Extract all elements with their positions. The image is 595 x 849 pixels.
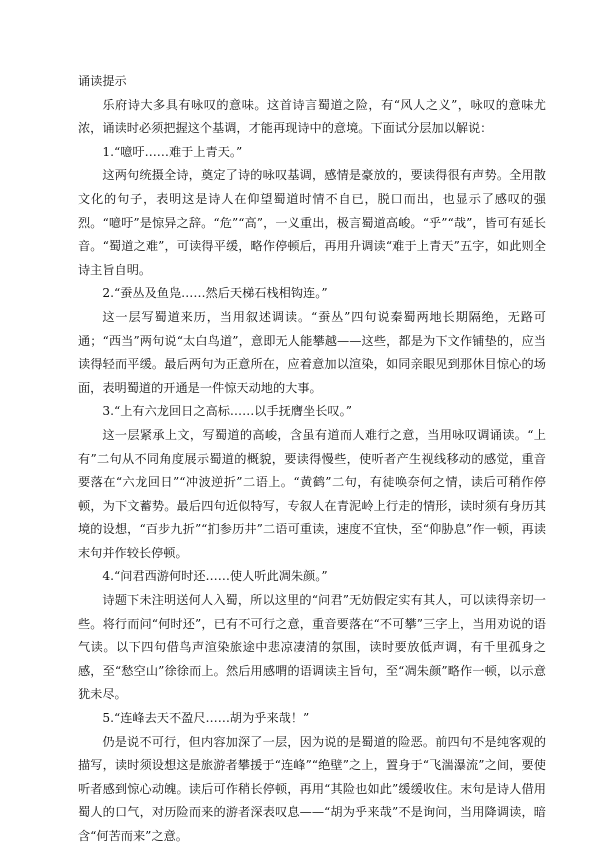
item-body-3: 这一层紧承上文，写蜀道的高峻，含虽有道而人难行之意，当用咏叹调诵读。“上有”二句从不同角度展示蜀道的概貌，要读得慢些，使听者产生视线移动的感觉，重音要落在“六龙回日”“冲波逆折”二语上。“黄鹤”二句，有徒唤奈何之情，读后可稍作停顿，为下文蓄势。最后四句近似特写，专叙人在青泥岭上行走的情形，读时须有身历其境的设想，“百步九折”“扪参历井”二语可重读，速度不宜快，至“仰胁息”作一顿，再读末句并作较长停顿。 (78, 427, 546, 560)
item-body-2: 这一层写蜀道来历，当用叙述调读。“蚕丛”四句说秦蜀两地长期隔绝，无路可通；“西当”两句说“太白鸟道”，意即无人能攀越——这些，都是为下文作铺垫的，应当读得轻而平缓。最后两句为正意所在，应着意加以渲染，如同亲眼见到那休目惊心的场面，表明蜀道的开通是一件惊天动地的大事。 (78, 309, 546, 395)
item-title-1: 1.“噫吁……难于上青天。” (102, 144, 243, 159)
intro-paragraph: 乐府诗大多具有咏叹的意味。这首诗言蜀道之险，有“风人之义”，咏叹的意味尤浓，诵读时必须把握这个基调，才能再现诗中的意境。下面试分层加以解说： (78, 97, 546, 136)
item-title-3: 3.“上有六龙回日之高标……以手抚膺坐长叹。” (102, 404, 352, 419)
item-body-1: 这两句统摄全诗，奠定了诗的咏叹基调，感情是豪放的，要读得很有声势。全用散文化的句子，表明这是诗人在仰望蜀道时情不自已，脱口而出，也显示了感叹的强烈。“噫吁”是惊异之辞。“危”“高”，一义重出，极言蜀道高峻。“乎”“哉”，皆可有延长音。“蜀道之难”，可读得平缓，略作停顿后，再用升调读“难于上青天”五字，如此则全诗主旨自明。 (78, 168, 546, 277)
item-body-4: 诗题下未注明送何人入蜀，所以这里的“问君”无妨假定实有其人，可以读得亲切一些。将行而问“何时还”，已有不可行之意，重音要落在“不可攀”三字上，当用劝说的语气读。以下四句借鸟声渲染旅途中悲凉凄清的氛围，读时要放低声调，有千里孤身之感，至“愁空山”徐徐而上。然后用感喟的语调读主旨句，至“凋朱颜”略作一顿，以示意犹未尽。 (78, 593, 546, 702)
item-body-5: 仍是说不可行，但内容加深了一层，因为说的是蜀道的险恶。前四句不是纯客观的描写，读时须设想这是旅游者攀援于“连峰”“绝壁”之上，置身于“飞湍瀑流”之间，要使听者感到惊心动魄。读后可作稍长停顿，再用“其险也如此”缓缓收住。末句是诗人借用蜀人的口气，对历险而来的游者深表叹息——“胡为乎来哉”不是询问，当用降调读，暗含“何苦而来”之意。 (78, 734, 546, 843)
item-title-5: 5.“连峰去天不盈尺……胡为乎来哉！” (102, 711, 310, 726)
document-page (78, 70, 546, 849)
section-heading: 诵读提示 (78, 74, 127, 88)
item-title-2: 2.“蚕丛及鱼凫……然后天梯石栈相钩连。” (102, 286, 328, 301)
item-title-4: 4.“问君西游何时还……使人听此凋朱颜。” (102, 569, 328, 584)
